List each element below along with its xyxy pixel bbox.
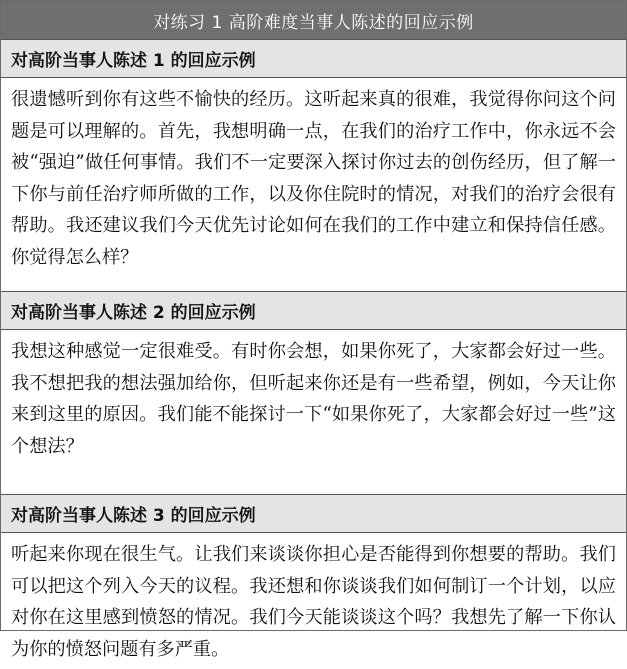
section-1-header: 对高阶当事人陈述 1 的回应示例 [1, 39, 626, 78]
table-title: 对练习 1 高阶难度当事人陈述的回应示例 [1, 1, 626, 39]
section-2-body: 我想这种感觉一定很难受。有时你会想，如果你死了，大家都会好过一些。我不想把我的想法强加给你，但听起来你还是有一些希望，例如，今天让你来到这里的原因。我们能不能探讨一下“如果你死了，大家都会好过一些”这个想法？ [11, 341, 616, 457]
section-3-body: 听起来你现在很生气。让我们来谈谈你担心是否能得到你想要的帮助。我们可以把这个列入今天的议程。我还想和你谈谈我们如何制订一个计划，以应对你在这里感到愤怒的情况。我们今天能谈谈这个吗？我想先了解一下你认为你的愤怒问题有多严重。 [11, 544, 616, 660]
section-2-header: 对高阶当事人陈述 2 的回应示例 [1, 291, 626, 330]
section-3-header: 对高阶当事人陈述 3 的回应示例 [1, 494, 626, 533]
section-1-body: 很遗憾听到你有这些不愉快的经历。这听起来真的很难，我觉得你问这个问题是可以理解的。首先，我想明确一点，在我们的治疗工作中，你永远不会被“强迫”做任何事情。我们不一定要深入探讨你过去的创伤经历，但了解一下你与前任治疗师所做的工作，以及你住院时的情况，对我们的治疗会很有帮助。我还建议我们今天优先讨论如何在我们的工作中建立和保持信任感。你觉得怎么样？ [11, 89, 616, 268]
